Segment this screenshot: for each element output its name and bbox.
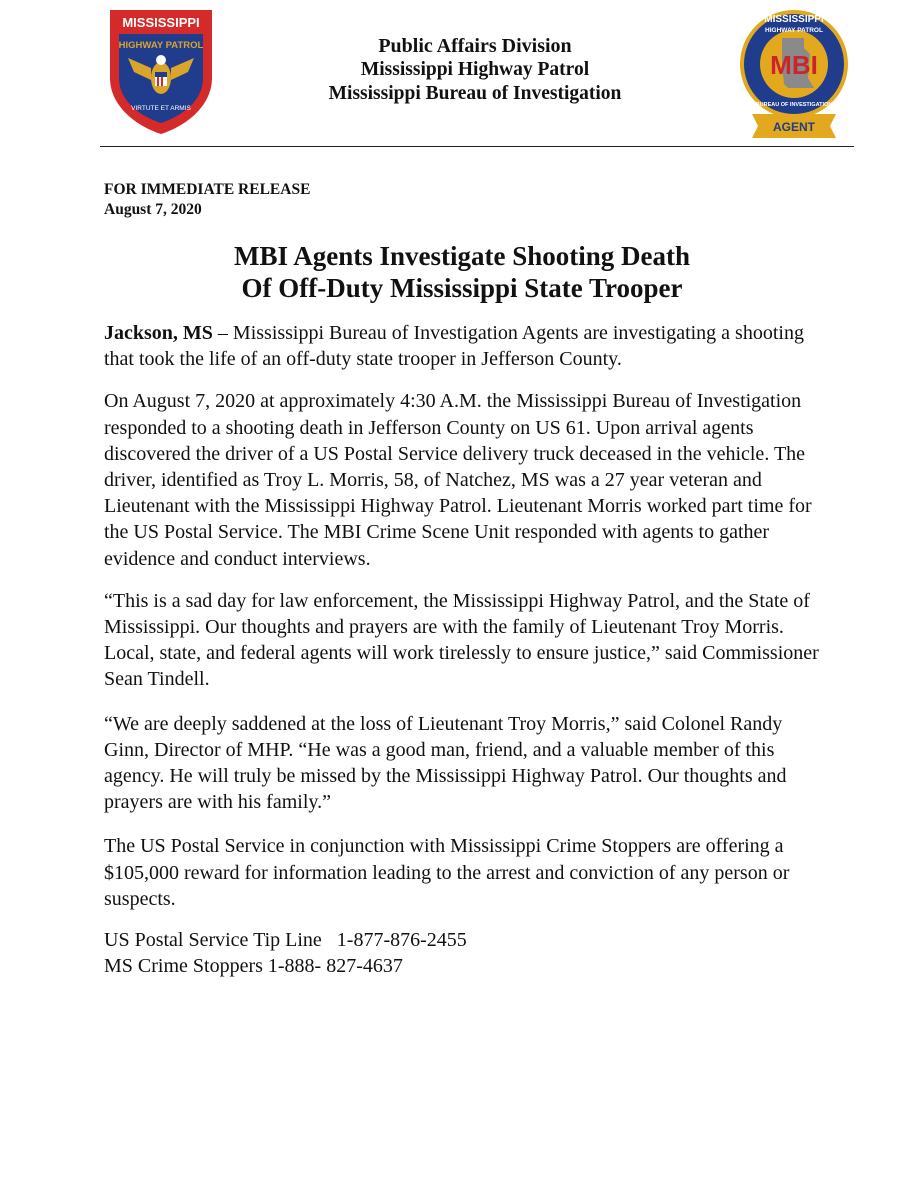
intro-text: – Mississippi Bureau of Investigation Agents are investigating a shooting that took the life of an off-duty state trooper in Jefferson County. [104, 322, 804, 371]
badge-top-text: MISSISSIPPI [764, 14, 824, 25]
release-date: August 7, 2020 [104, 201, 202, 218]
headline-line-1: MBI Agents Investigate Shooting Death [233, 241, 691, 271]
badge-sub-text: HIGHWAY PATROL [765, 27, 823, 34]
dateline: Jackson, MS [104, 322, 213, 344]
usps-tip-line: US Postal Service Tip Line 1-877-876-2455 [104, 929, 467, 952]
paragraph-details: On August 7, 2020 at approximately 4:30 A.M. the Mississippi Bureau of Investigation responded to a shooting death in Jefferson County on US 61. Upon arrival agents discovered the driver of a US Postal Service delivery truck deceased in the vehicle. The driver, identified as Troy L. Morris, 58, of Natchez, MS was a 27 year veteran and Lieutenant with the Mississippi Highway Patrol. Lieutenant Morris worked part time for the US Postal Service. The MBI Crime Scene Unit responded with agents to gather evidence and conduct interviews. [104, 390, 812, 570]
paragraph-commissioner-quote: “This is a sad day for law enforcement, the Mississippi Highway Patrol, and the State of Mississippi. Our thoughts and prayers are with the family of Lieutenant Troy Morris. Local, state, and federal agents will work tirelessly to ensure justice,” said Commissioner Sean Tindell. [104, 589, 819, 691]
crime-stoppers-line: MS Crime Stoppers 1-888- 827-4637 [104, 955, 403, 978]
badge-banner-text: AGENT [773, 120, 815, 134]
agency-name: Mississippi Highway Patrol [360, 59, 590, 80]
division-name: Public Affairs Division [378, 35, 572, 57]
shield-top-text: MISSISSIPPI [122, 15, 200, 30]
badge-ring-text: BUREAU OF INVESTIGATION [755, 102, 833, 108]
headline [104, 240, 820, 304]
agency-block [240, 34, 710, 106]
release-info [104, 180, 310, 220]
paragraph-colonel-quote: “We are deeply saddened at the loss of Lieutenant Troy Morris,” said Colonel Randy Ginn, Director of MHP. “He was a good man, friend, and a valuable member of this agency. He will truly be missed by the Mississippi Highway Patrol. Our thoughts and prayers are with his family.” [104, 712, 787, 814]
mhp-shield-logo [106, 6, 216, 136]
shield-motto: VIRTUTE ET ARMIS [131, 105, 191, 112]
badge-center-text: MBI [770, 50, 818, 80]
mbi-agent-badge-logo [738, 4, 850, 140]
letterhead [0, 0, 924, 150]
press-release-body [104, 320, 824, 979]
bureau-name: Mississippi Bureau of Investigation [328, 83, 622, 104]
headline-line-2: Of Off-Duty Mississippi State Trooper [241, 273, 683, 303]
paragraph-intro [104, 320, 824, 372]
release-label: FOR IMMEDIATE RELEASE [104, 181, 311, 198]
paragraph-reward: The US Postal Service in conjunction with Mississippi Crime Stoppers are offering a $105,000 reward for information leading to the arrest and conviction of any person or suspects. [104, 835, 790, 910]
shield-sub-text: HIGHWAY PATROL [118, 40, 204, 51]
header-divider [100, 146, 854, 147]
